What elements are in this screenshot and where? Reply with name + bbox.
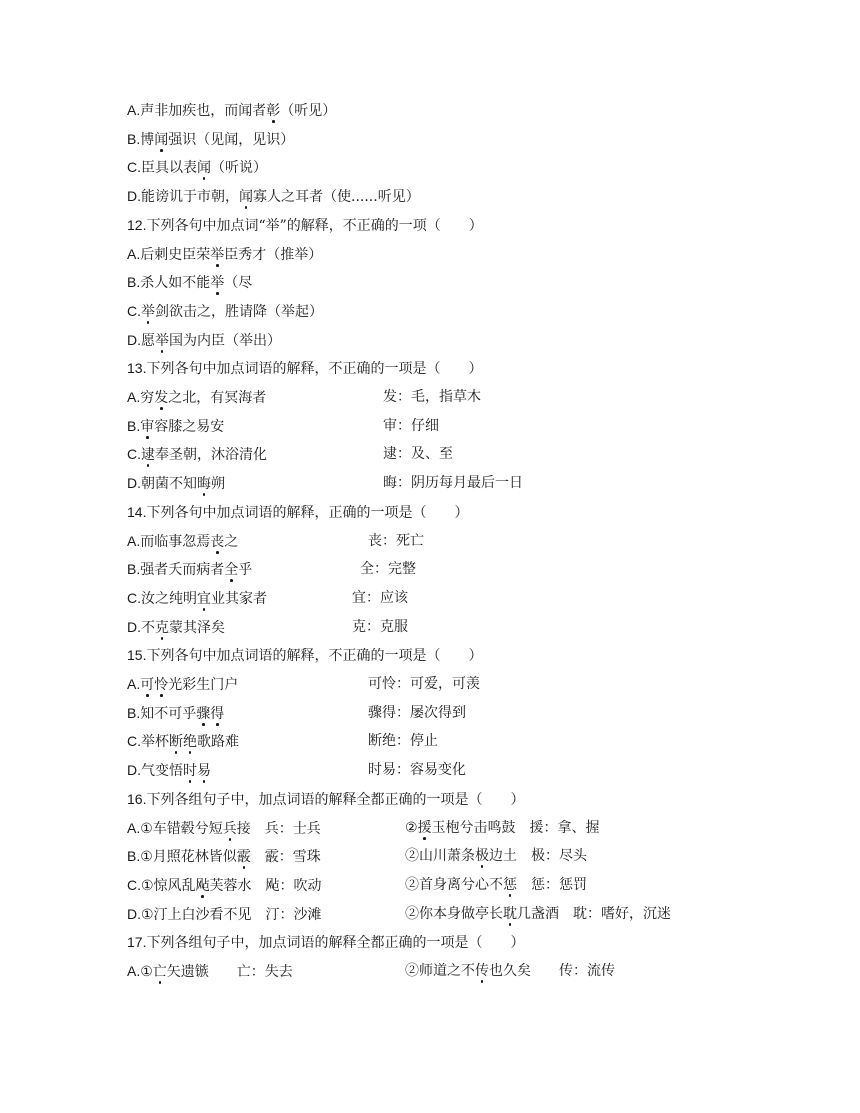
line-text: B.博闻强识（见闻，见识） bbox=[127, 125, 294, 154]
item-marker: 15. bbox=[127, 647, 147, 663]
line-explanation: 骤得：屡次得到 bbox=[368, 705, 466, 721]
item-marker: 12. bbox=[127, 217, 147, 233]
item-marker: C. bbox=[127, 877, 141, 893]
line-text: 16.下列各组句子中，加点词语的解释全都正确的一项是（ ） bbox=[127, 791, 525, 808]
line-text: A.声非加疾也，而闻者彰（听见） bbox=[127, 96, 336, 125]
line-explanation: ②你本身做亭长耽几盏酒 耽：嗜好，沉迷 bbox=[405, 900, 671, 928]
line-text: C.汝之纯明宜业其家者 bbox=[127, 584, 267, 613]
item-marker: A. bbox=[127, 963, 141, 979]
line-text: C.举剑欲击之，胜请降（举起） bbox=[127, 297, 323, 326]
emphasized-char: 时 bbox=[183, 757, 197, 785]
item-marker: D. bbox=[127, 332, 141, 348]
item-marker: B. bbox=[127, 274, 141, 290]
line-explanation: 逮：及、至 bbox=[383, 446, 453, 462]
emphasized-char: 援 bbox=[418, 814, 432, 842]
line-explanation: 时易：容易变化 bbox=[368, 762, 466, 778]
emphasized-char: 惩 bbox=[503, 871, 517, 899]
emphasized-char: 可 bbox=[140, 671, 154, 699]
line-text: 13.下列各句中加点词语的解释，不正确的一项是（ ） bbox=[127, 360, 483, 377]
line-text: 12.下列各句中加点词“举”的解释，不正确的一项（ ） bbox=[127, 217, 483, 234]
item-marker: 14. bbox=[127, 504, 147, 520]
line-text: B.强者夭而病者全乎 bbox=[127, 555, 252, 584]
line-text: D.①汀上白沙看不见 汀：沙滩 bbox=[127, 906, 322, 923]
emphasized-char: 宜 bbox=[197, 585, 211, 613]
line-explanation: 审：仔细 bbox=[383, 418, 439, 434]
line-text: A.①车错毂兮短兵接 兵：士兵 bbox=[127, 814, 321, 843]
emphasized-char: 骤 bbox=[196, 700, 210, 728]
line-text: A.后刺史臣荣举臣秀才（推举） bbox=[127, 240, 322, 269]
emphasized-char: 亡 bbox=[153, 958, 167, 986]
item-marker: B. bbox=[127, 848, 141, 864]
line-explanation: 发：毛，指草木 bbox=[383, 389, 481, 405]
line-explanation: ②师道之不传也久矣 传：流传 bbox=[405, 957, 615, 985]
emphasized-char: 霰 bbox=[237, 843, 251, 871]
line-explanation: 可怜：可爱，可羡 bbox=[368, 676, 480, 692]
line-text: C.逮奉圣朝，沐浴清化 bbox=[127, 440, 267, 469]
line-text: D.朝菌不知晦朔 bbox=[127, 469, 225, 498]
emphasized-char: 审 bbox=[140, 413, 154, 441]
line-text: 17.下列各组句子中，加点词语的解释全都正确的一项是（ ） bbox=[127, 934, 525, 951]
item-marker: A. bbox=[127, 389, 141, 405]
item-marker: C. bbox=[127, 446, 141, 462]
item-marker: A. bbox=[127, 533, 141, 549]
line-explanation: ②援玉枹兮击鸣鼓 援：拿、握 bbox=[405, 814, 600, 842]
item-marker: 16. bbox=[127, 791, 147, 807]
line-text: C.①惊风乱飐芙蓉水 飐：吹动 bbox=[127, 871, 322, 900]
emphasized-char: 兵 bbox=[223, 815, 237, 843]
line-text: C.举杯断绝歌路难 bbox=[127, 727, 239, 756]
item-marker: C. bbox=[127, 733, 141, 749]
item-marker: B. bbox=[127, 561, 141, 577]
line-explanation: 全：完整 bbox=[360, 561, 416, 577]
emphasized-char: 举 bbox=[210, 241, 224, 269]
line-text: D.能谤讥于市朝，闻寡人之耳者（使......听见） bbox=[127, 182, 420, 211]
item-marker: A. bbox=[127, 676, 141, 692]
item-marker: A. bbox=[127, 246, 141, 262]
emphasized-char: 举 bbox=[210, 269, 224, 297]
line-text: A.①亡矢遗镞 亡：失去 bbox=[127, 957, 293, 986]
item-marker: 17. bbox=[127, 934, 147, 950]
item-marker: 13. bbox=[127, 360, 147, 376]
line-text: C.臣具以表闻（听说） bbox=[127, 153, 267, 182]
line-text: D.不克蒙其泽矣 bbox=[127, 613, 225, 642]
item-marker: D. bbox=[127, 619, 141, 635]
line-text: B.杀人如不能举（尽 bbox=[127, 268, 252, 297]
item-marker: B. bbox=[127, 418, 141, 434]
emphasized-char: 逮 bbox=[141, 441, 155, 469]
item-marker: C. bbox=[127, 159, 141, 175]
emphasized-char: 易 bbox=[197, 757, 211, 785]
line-text: B.①月照花林皆似霰 霰：雪珠 bbox=[127, 842, 321, 871]
emphasized-char: 晦 bbox=[197, 470, 211, 498]
emphasized-char: 克 bbox=[155, 614, 169, 642]
line-text: A.可怜光彩生门户 bbox=[127, 670, 238, 699]
emphasized-char: 发 bbox=[154, 384, 168, 412]
line-text: D.愿举国为内臣（举出） bbox=[127, 326, 281, 355]
item-marker: B. bbox=[127, 705, 141, 721]
line-explanation: 宜：应该 bbox=[352, 590, 408, 606]
line-explanation: 克：克服 bbox=[352, 619, 408, 635]
emphasized-char: 飐 bbox=[196, 872, 210, 900]
line-text: B.知不可乎骤得 bbox=[127, 699, 224, 728]
emphasized-char: 举 bbox=[141, 298, 155, 326]
item-marker: D. bbox=[127, 762, 141, 778]
line-explanation: ②山川萧条极边土 极：尽头 bbox=[405, 842, 587, 870]
item-marker: D. bbox=[127, 906, 141, 922]
line-text: A.而临事忽焉丧之 bbox=[127, 527, 238, 556]
emphasized-char: 怜 bbox=[154, 671, 168, 699]
line-text: 15.下列各句中加点词语的解释，不正确的一项是（ ） bbox=[127, 647, 483, 664]
emphasized-char: 全 bbox=[224, 556, 238, 584]
emphasized-char: 闻 bbox=[154, 126, 168, 154]
emphasized-char: 得 bbox=[210, 700, 224, 728]
item-marker: D. bbox=[127, 188, 141, 204]
emphasized-char: 传 bbox=[475, 957, 489, 985]
emphasized-char: 绝 bbox=[183, 728, 197, 756]
line-text: A.穷发之北，有冥海者 bbox=[127, 383, 266, 412]
emphasized-char: 丧 bbox=[210, 528, 224, 556]
line-explanation: ②首身离兮心不惩 惩：惩罚 bbox=[405, 871, 587, 899]
item-marker: A. bbox=[127, 820, 141, 836]
emphasized-char: 极 bbox=[475, 842, 489, 870]
emphasized-char: 耽 bbox=[503, 900, 517, 928]
line-text: B.审容膝之易安 bbox=[127, 412, 224, 441]
line-explanation: 断绝：停止 bbox=[368, 733, 438, 749]
item-marker: B. bbox=[127, 131, 141, 147]
emphasized-char: 断 bbox=[169, 728, 183, 756]
item-marker: D. bbox=[127, 475, 141, 491]
item-marker: A. bbox=[127, 102, 141, 118]
item-marker: C. bbox=[127, 303, 141, 319]
line-explanation: 丧：死亡 bbox=[368, 533, 424, 549]
emphasized-char: 闻 bbox=[239, 183, 253, 211]
emphasized-char: 举 bbox=[155, 327, 169, 355]
line-text: D.气变悟时易 bbox=[127, 756, 211, 785]
line-explanation: 晦：阴历每月最后一日 bbox=[383, 475, 523, 491]
emphasized-char: 闻 bbox=[197, 154, 211, 182]
line-text: 14.下列各句中加点词语的解释，正确的一项是（ ） bbox=[127, 504, 469, 521]
emphasized-char: 彰 bbox=[266, 97, 280, 125]
item-marker: C. bbox=[127, 590, 141, 606]
